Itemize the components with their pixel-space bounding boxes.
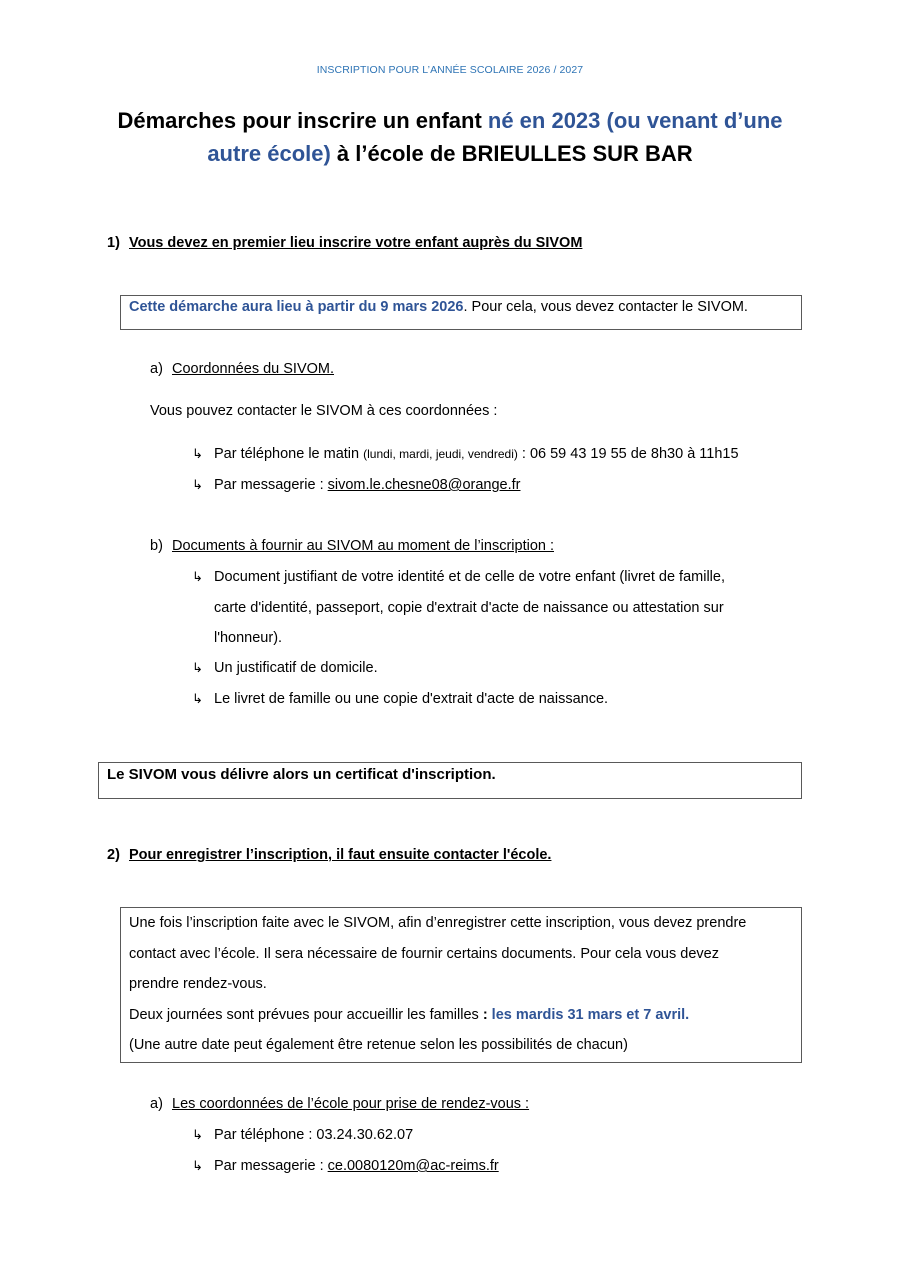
sub-b-title: Documents à fournir au SIVOM au moment de l’inscription :	[172, 538, 554, 554]
arrow-icon: ↳	[192, 1158, 203, 1173]
document-item-text: Un justificatif de domicile.	[214, 660, 378, 676]
school-email-item	[192, 1151, 499, 1182]
sivom-email-item	[192, 470, 521, 501]
arrow-icon: ↳	[192, 660, 203, 675]
arrow-icon: ↳	[192, 691, 203, 706]
school-email-link[interactable]: ce.0080120m@ac-reims.fr	[327, 1158, 499, 1174]
school-box-line-5: (Une autre date peut également être retenue selon les possibilités de chacun)	[129, 1037, 628, 1053]
certificate-text: Le SIVOM vous délivre alors un certificat d'inscription.	[107, 766, 496, 783]
certificate-box	[98, 762, 802, 799]
school-box-line-1: Une fois l’inscription faite avec le SIVOM, afin d’enregistrer cette inscription, vous devez prendre	[129, 915, 747, 931]
school-box-line-2: contact avec l’école. Il sera nécessaire de fournir certains documents. Pour cela vous devez	[129, 945, 719, 962]
school-contact-heading	[150, 1096, 529, 1112]
sivom-email-link[interactable]: sivom.le.chesne08@orange.fr	[327, 477, 521, 493]
title-part-1: Démarches pour inscrire un enfant	[117, 108, 488, 133]
sub-a-letter: a)	[150, 1096, 163, 1112]
document-item-line: l'honneur).	[214, 630, 283, 646]
sub-b-letter: b)	[150, 538, 163, 554]
sivom-contact-heading	[150, 361, 334, 377]
document-item-text: Le livret de famille ou une copie d'extrait d'acte de naissance.	[214, 691, 609, 707]
arrow-icon: ↳	[192, 1127, 203, 1142]
title-highlight: né en 2023 (ou venant d’une autre école)	[207, 108, 783, 166]
sub-a-letter: a)	[150, 361, 163, 377]
sivom-start-date: Cette démarche aura lieu à partir du 9 mars 2026	[129, 299, 464, 315]
sivom-contact-intro: Vous pouvez contacter le SIVOM à ces coordonnées :	[150, 403, 498, 419]
page-title	[100, 104, 800, 170]
reception-days-colon: :	[482, 1006, 488, 1023]
school-phone-text: Par téléphone : 03.24.30.62.07	[214, 1127, 414, 1143]
school-contact-box	[120, 907, 802, 1063]
arrow-icon: ↳	[192, 569, 203, 584]
school-year-note: INSCRIPTION POUR L’ANNÉE SCOLAIRE 2026 / 2027	[316, 64, 584, 76]
school-box-line-4	[129, 1000, 801, 1031]
school-contact-title: Les coordonnées de l’école pour prise de rendez-vous :	[172, 1096, 530, 1112]
document-item-line: carte d'identité, passeport, copie d'extrait d'acte de naissance ou attestation sur	[214, 599, 724, 616]
section-2-title: Pour enregistrer l’inscription, il faut ensuite contacter l'école.	[129, 847, 552, 863]
document-item-identity	[192, 562, 725, 654]
sivom-phone-days: (lundi, mardi, jeudi, vendredi)	[363, 447, 518, 461]
school-phone-item	[192, 1120, 414, 1151]
section-1-heading	[107, 235, 582, 251]
section-2-heading	[107, 847, 551, 863]
reception-days-dates: les mardis 31 mars et 7 avril.	[487, 1006, 690, 1023]
sivom-date-text: . Pour cela, vous devez contacter le SIVOM.	[463, 299, 748, 315]
sivom-phone-number: : 06 59 43 19 55 de 8h30 à 11h15	[517, 446, 739, 462]
school-box-line-3: prendre rendez-vous.	[129, 976, 267, 992]
sivom-phone-item	[192, 439, 739, 470]
section-1-title: Vous devez en premier lieu inscrire votre enfant auprès du SIVOM	[129, 235, 583, 251]
school-email-prefix: Par messagerie :	[214, 1158, 328, 1174]
sivom-email-prefix: Par messagerie :	[214, 477, 328, 493]
title-part-2: à l’école de BRIEULLES SUR BAR	[330, 141, 693, 166]
arrow-icon: ↳	[192, 477, 203, 492]
sivom-date-box	[120, 295, 802, 330]
sub-a-title: Coordonnées du SIVOM.	[172, 361, 335, 377]
document-item-livret	[192, 684, 609, 715]
section-1-number: 1)	[107, 235, 120, 251]
document-item-domicile	[192, 653, 378, 684]
reception-days-label: Deux journées sont prévues pour accueillir les familles	[129, 1006, 483, 1023]
arrow-icon: ↳	[192, 446, 203, 461]
sivom-phone-prefix: Par téléphone le matin	[214, 446, 364, 462]
section-2-number: 2)	[107, 847, 120, 863]
document-item-line: Document justifiant de votre identité et de celle de votre enfant (livret de famille,	[214, 569, 725, 585]
sivom-documents-heading	[150, 538, 554, 554]
